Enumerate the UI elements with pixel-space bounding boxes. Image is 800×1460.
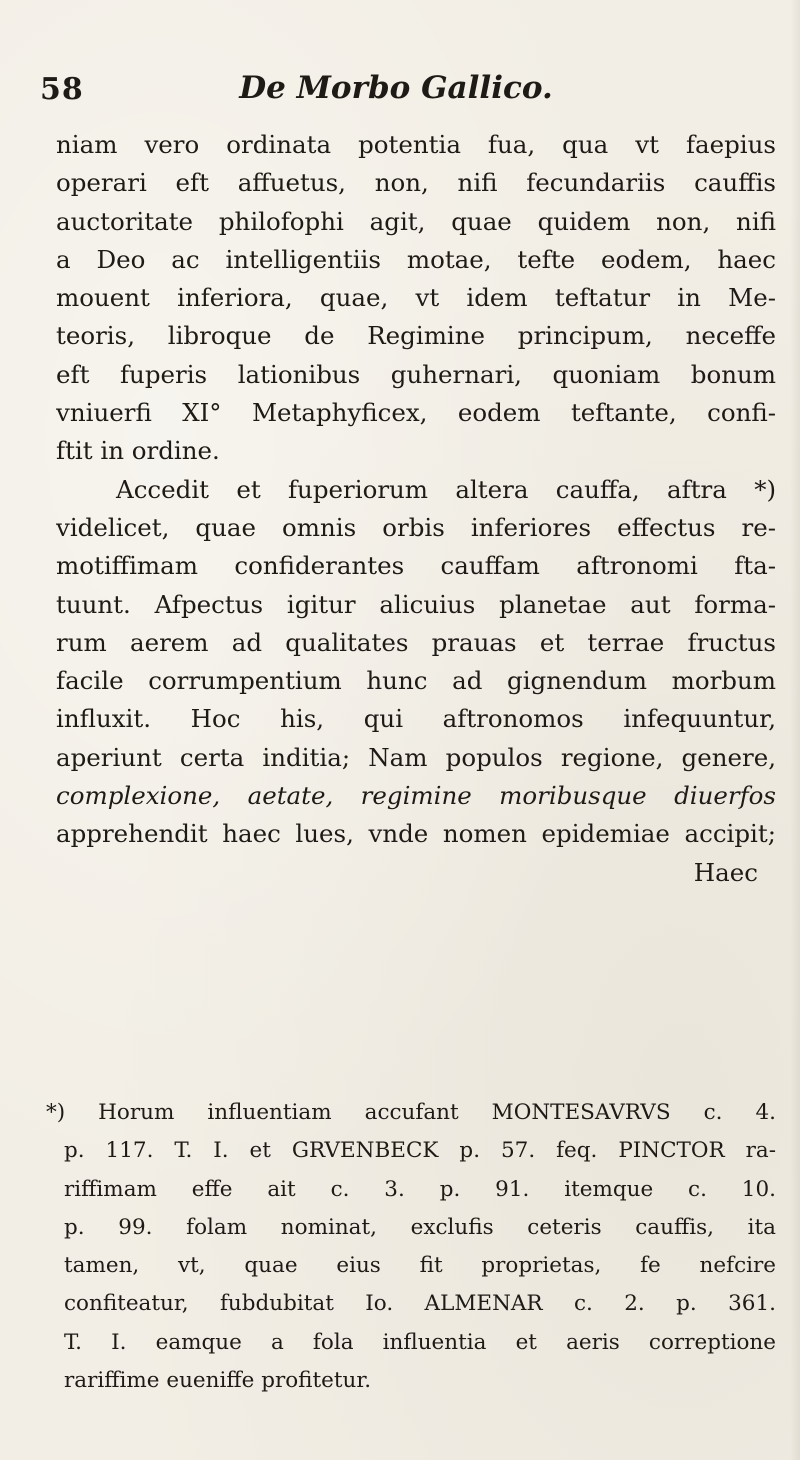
text-line: motiffimam confiderantes cauffam aftronomi fta- xyxy=(56,551,776,581)
footnote-line: rariffime eueniffe profitetur. xyxy=(64,1368,372,1394)
text-line: rum aerem ad qualitates prauas et terrae fructus xyxy=(56,627,776,657)
text-line: aperiunt certa inditia; Nam populos regione, genere, xyxy=(56,742,776,772)
text-line: teoris, libroque de Regimine principum, neceffe xyxy=(56,321,776,351)
text-line: videlicet, quae omnis orbis inferiores effectus re- xyxy=(56,512,776,542)
footnote-line: p. 99. folam nominat, exclufis ceteris cauffis, ita xyxy=(64,1214,776,1240)
text-line-italic: complexione, aetate, regimine moribusque diuerfos xyxy=(56,781,776,811)
footnote-line: p. 117. T. I. et GRVENBECK p. 57. feq. PINCTOR ra- xyxy=(64,1138,776,1164)
page-edge-shadow xyxy=(790,0,800,1460)
text-line: eft fuperis lationibus guhernari, quoniam bonum xyxy=(56,359,776,389)
text-line: facile corrumpentium hunc ad gignendum morbum xyxy=(56,666,776,696)
text-line-paragraph-end: ftit in ordine. xyxy=(56,436,220,466)
text-line-paragraph-start: Accedit et fuperiorum altera cauffa, aftra *) xyxy=(116,474,776,504)
main-text xyxy=(56,126,776,892)
text-line: tuunt. Afpectus igitur alicuius planetae aut forma- xyxy=(56,589,776,619)
text-line: influxit. Hoc his, qui aftronomos infequuntur, xyxy=(56,704,776,734)
footnote-line: confiteatur, fubdubitat Io. ALMENAR c. 2. p. 361. xyxy=(64,1291,776,1317)
text-line: auctoritate philofophi agit, quae quidem non, nifi xyxy=(56,206,776,236)
text-line: niam vero ordinata potentia fua, qua vt faepius xyxy=(56,130,776,159)
footnote-line: *) Horum influentiam accufant MONTESAVRVS c. 4. xyxy=(46,1100,776,1125)
running-title: De Morbo Gallico. xyxy=(239,70,553,106)
footnote-line: tamen, vt, quae eius fit proprietas, fe nefcire xyxy=(64,1253,776,1279)
catchword: Haec xyxy=(693,857,758,887)
page-number: 58 xyxy=(40,72,84,107)
text-line: operari eft affuetus, non, nifi fecundariis cauffis xyxy=(56,168,776,198)
footnote-line: riffimam effe ait c. 3. p. 91. itemque c. 10. xyxy=(64,1176,776,1202)
footnote-line: T. I. eamque a fola influentia et aeris correptione xyxy=(64,1329,776,1355)
text-line: a Deo ac intelligentiis motae, tefte eodem, haec xyxy=(56,244,776,274)
page-header xyxy=(0,68,800,110)
text-line: apprehendit haec lues, vnde nomen epidemiae accipit; xyxy=(56,819,776,849)
text-line: vniuerfi XI° Metaphyficex, eodem teftante, confi- xyxy=(56,398,776,428)
text-line: mouent inferiora, quae, vt idem teftatur in Me- xyxy=(56,283,776,313)
footnote xyxy=(46,1096,776,1402)
